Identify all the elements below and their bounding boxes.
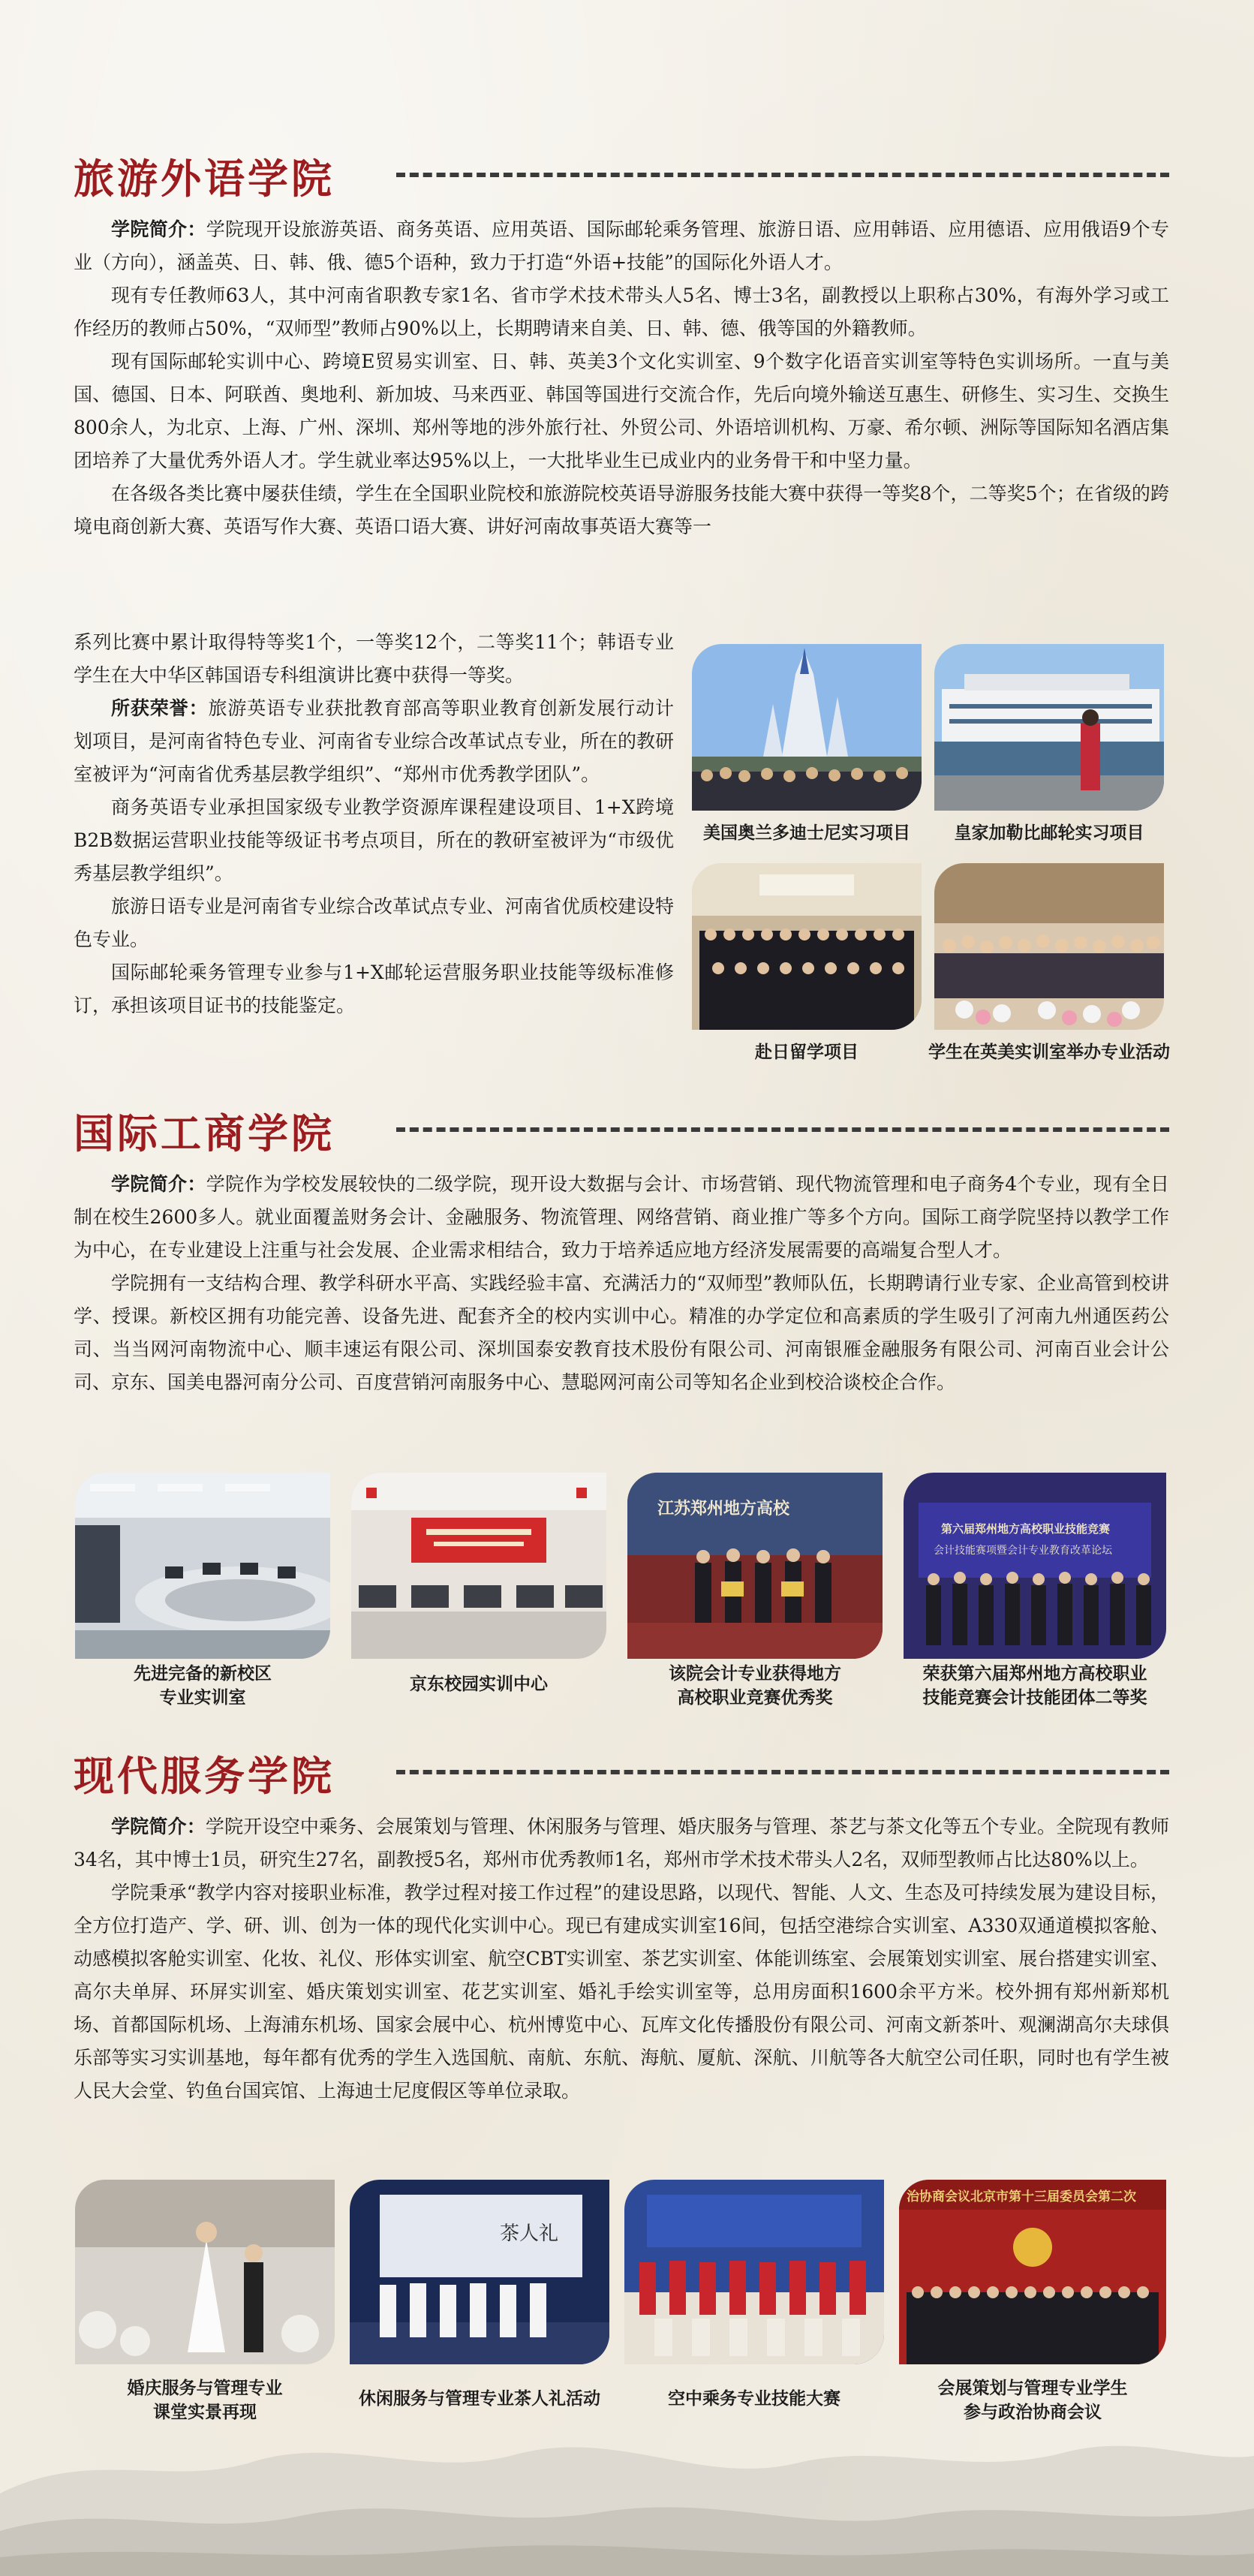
tea-sign-text: 茶人礼 [500,2222,559,2245]
caption-skill-competition: 荣获第六届郑州地方高校职业 技能竞赛会计技能团体二等奖 [922,1663,1147,1708]
caption-training-room: 先进完备的新校区 专业实训室 [134,1663,272,1708]
caption-wedding-class: 婚庆服务与管理专业 课堂实景再现 [127,2378,283,2422]
caption-jd-center: 京东校园实训中心 [410,1674,548,1694]
tourism-paragraph-3: 现有国际邮轮实训中心、跨境E贸易实训室、日、韩、英美3个文化实训室、9个数字化语音实训室等特色实训场所。一直与美国、德国、日本、阿联酋、奥地利、新加坡、马来西亚、韩国等国进行交流合作，先后向境外输送互惠生、研修生、实习生、交换生800余人，为北京、上海、广州、深圳、郑州等地的涉外旅行社、外贸公司、外语培训机构、万豪、希尔顿、洲际等国际知名酒店集团培养了大量优秀外语人才。学生就业率达95%以上，一大批毕业生已成业内的业务骨干和中坚力量。 [74,351,1169,471]
title-divider [396,1127,1169,1132]
tourism-paragraph-2: 现有专任教师63人，其中河南省职教专家1名、省市学术技术带头人5名、博士3名，副教授以上职称占30%，有海外学习或工作经历的教师占50%，“双师型”教师占90%以上，长期聘请来自美、日、韩、德、俄等国的外籍教师。 [74,284,1169,339]
tourism-text-left [74,626,674,1022]
tourism-honor-paragraph: 所获荣誉：旅游英语专业获批教育部高等职业教育创新发展行动计划项目，是河南省特色专业、河南省专业综合改革试点专业，所在的教研室被评为“河南省优秀基层教学组织”、“郑州市优秀教学团队”。 [74,697,675,785]
caption-flight-attendant: 空中乘务专业技能大赛 [668,2388,841,2409]
intro-label: 学院简介： [111,218,206,240]
section-title-tourism: 旅游外语学院 [74,155,335,203]
honor-label: 所获荣誉： [111,697,209,719]
tourism-paragraph-4: 在各级各类比赛中屡获佳绩，学生在全国职业院校和旅游院校英语导游服务技能大赛中获得一等奖8个，二等奖5个；在省级的跨境电商创新大赛、英语写作大赛、英语口语大赛、讲好河南故事英语大赛等一 [74,483,1169,537]
photo-skill-competition [904,1473,1166,1659]
caption-accounting-award: 该院会计专业获得地方 高校职业竞赛优秀奖 [669,1663,841,1708]
title-divider [396,1770,1169,1774]
business-paragraph-2: 学院拥有一支结构合理、教学科研水平高、实践经验丰富、充满活力的“双师型”教师队伍，长期聘请行业专家、企业高管到校讲学、授课。新校区拥有功能完善、设备先进、配套齐全的校内实训中心。精准的办学定位和高素质的学生吸引了河南九州通医药公司、当当网河南物流中心、顺丰速运有限公司、深圳国泰安教育技术股份有限公司、河南银雁金融服务有限公司、河南百业会计公司、京东、国美电器河南分公司、百度营销河南服务中心、慧聪网河南公司等知名企业到校洽谈校企合作。 [74,1272,1169,1393]
caption-japan-study: 赴日留学项目 [755,1042,859,1062]
caption-english-room: 学生在英美实训室举办专业活动 [928,1042,1170,1062]
photo-english-room [934,863,1164,1030]
tourism-paragraph-8: 国际邮轮乘务管理专业参与1+X邮轮运营服务职业技能等级标准修订，承担该项目证书的技能鉴定。 [74,961,674,1016]
section-title-service: 现代服务学院 [74,1752,335,1800]
photo-training-room [75,1473,330,1659]
tourism-paragraph-4-cont: 系列比赛中累计取得特等奖1个，一等奖12个，二等奖11个；韩语专业学生在大中华区韩国语专科组演讲比赛中获得一等奖。 [74,631,674,686]
caption-tea-ceremony: 休闲服务与管理专业茶人礼活动 [359,2388,600,2409]
photo-accounting-award [627,1473,883,1659]
meeting-banner-text: 治协商会议北京市第十三届委员会第二次 [907,2189,1136,2204]
caption-disney: 美国奥兰多迪士尼实习项目 [703,823,910,843]
competition-banner-line2: 会计技能赛项暨会计专业教育改革论坛 [934,1545,1112,1557]
intro-label: 学院简介： [111,1816,206,1837]
award-banner-text: 江苏郑州地方高校 [657,1499,790,1518]
photo-political-meeting [899,2180,1166,2364]
photo-tea-ceremony [350,2180,609,2364]
tourism-text-full [74,213,1169,543]
service-paragraph-2: 学院秉承“教学内容对接职业标准，教学过程对接工作过程”的建设思路，以现代、智能、人文、生态及可持续发展为建设目标，全方位打造产、学、研、训、创为一体的现代化实训中心。现已有建成实训室16间，包括空港综合实训室、A330双通道模拟客舱、动感模拟客舱实训室、化妆、礼仪、形体实训室、航空CBT实训室、茶艺实训室、体能训练室、会展策划实训室、展台搭建实训室、高尔夫单屏、环屏实训室、婚庆策划实训室、花艺实训室、婚礼手绘实训室等，总用房面积1600余平方米。校外拥有郑州新郑机场、首都国际机场、上海浦东机场、国家会展中心、杭州博览中心、瓦库文化传播股份有限公司、河南文新茶叶、观澜湖高尔夫球俱乐部等实习实训基地，每年都有优秀的学生入选国航、南航、东航、海航、厦航、深航、川航等各大航空公司任职，同时也有学生被人民大会堂、钓鱼台国宾馆、上海迪士尼度假区等单位录取。 [74,1882,1169,2102]
business-text [74,1168,1169,1399]
photo-jd-center [351,1473,606,1659]
photo-disney [692,644,922,811]
caption-political-meeting: 会展策划与管理专业学生 参与政治协商会议 [937,2378,1128,2422]
service-intro-paragraph: 学院简介：学院开设空中乘务、会展策划与管理、休闲服务与管理、婚庆服务与管理、茶艺与茶文化等五个专业。全院现有教师34名，其中博士1员，研究生27名，副教授5名，郑州市优秀教师1名，郑州市学术技术带头人2名，双师型教师占比达80%以上。 [74,1816,1169,1870]
business-intro-paragraph: 学院简介：学院作为学校发展较快的二级学院，现开设大数据与会计、市场营销、现代物流管理和电子商务4个专业，现有全日制在校生2600多人。就业面覆盖财务会计、金融服务、物流管理、网络营销、商业推广等多个方向。国际工商学院坚持以教学工作为中心，在专业建设上注重与社会发展、企业需求相结合，致力于培养适应地方经济发展需要的高端复合型人才。 [74,1173,1169,1261]
intro-label: 学院简介： [111,1173,206,1195]
title-divider [396,173,1169,177]
service-text [74,1810,1169,2108]
ink-mountains-decoration [0,2381,1254,2576]
tourism-paragraph-6: 商务英语专业承担国家级专业教学资源库课程建设项目、1+X跨境B2B数据运营职业技能等级证书考点项目，所在的教研室被评为“市级优秀基层教学组织”。 [74,796,674,884]
photo-japan-study [692,863,922,1030]
tourism-intro-paragraph: 学院简介：学院现开设旅游英语、商务英语、应用英语、国际邮轮乘务管理、旅游日语、应用韩语、应用德语、应用俄语9个专业（方向），涵盖英、日、韩、俄、德5个语种，致力于打造“外语+技能”的国际化外语人才。 [74,218,1169,273]
photo-cruise [934,644,1164,811]
tourism-paragraph-7: 旅游日语专业是河南省专业综合改革试点专业、河南省优质校建设特色专业。 [74,895,675,950]
photo-flight-attendant [624,2180,884,2364]
section-title-business: 国际工商学院 [74,1109,335,1157]
caption-cruise: 皇家加勒比邮轮实习项目 [954,823,1144,843]
photo-wedding-class [75,2180,335,2364]
competition-banner-line1: 第六届郑州地方高校职业技能竞赛 [941,1522,1111,1536]
